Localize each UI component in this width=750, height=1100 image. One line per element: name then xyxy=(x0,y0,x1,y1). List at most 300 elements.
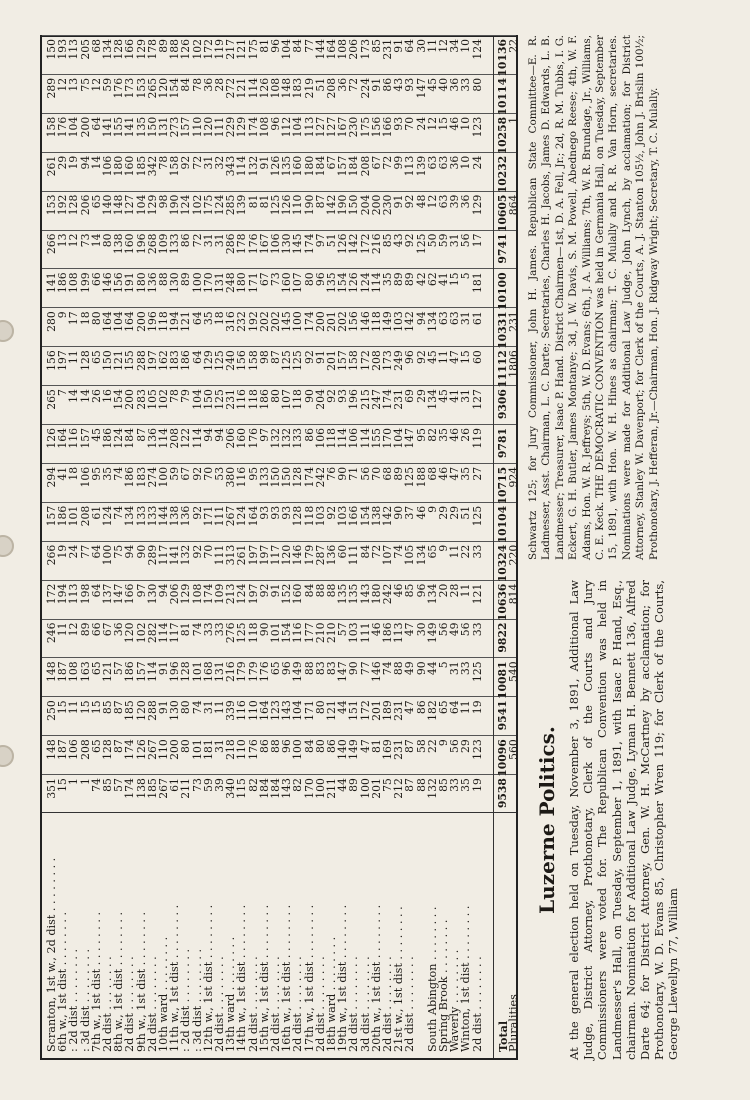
column-total: 10636 xyxy=(495,583,509,622)
vote-columns xyxy=(42,37,520,813)
vote-count: 43 xyxy=(392,77,406,92)
vote-count: 147 xyxy=(403,428,417,449)
vote-count: 116 xyxy=(235,466,249,488)
vote-count: 183 xyxy=(168,350,182,371)
vote-count: 86 xyxy=(302,428,316,442)
vote-count: 104 xyxy=(134,194,148,216)
vote-count: 95 xyxy=(246,466,260,481)
vote-count: 33 xyxy=(470,622,484,637)
vote-count: 18 xyxy=(67,466,81,481)
vote-count: 31 xyxy=(459,311,473,326)
vote-count: 1 xyxy=(67,778,81,785)
vote-count: 134 xyxy=(425,389,439,410)
vote-count: 176 xyxy=(257,661,271,683)
vote-count: 70 xyxy=(201,466,215,481)
vote-count: 126 xyxy=(336,233,350,255)
total-label: Total xyxy=(495,1020,510,1052)
vote-count: 31 xyxy=(201,233,215,248)
vote-count: 148 xyxy=(45,661,58,683)
vote-count: 186 xyxy=(179,350,193,371)
vote-count: 92 xyxy=(325,505,338,520)
vote-count: 94 xyxy=(213,428,226,442)
vote-count: 147 xyxy=(414,77,428,99)
vote-count: 46 xyxy=(414,505,428,520)
vote-count: 61 xyxy=(168,778,182,792)
vote-count: 196 xyxy=(145,311,159,332)
vote-count: 15 xyxy=(56,778,70,792)
vote-count: 11 xyxy=(67,350,81,364)
vote-count: 249 xyxy=(392,350,406,371)
vote-count: 120 xyxy=(123,622,137,644)
vote-count: 126 xyxy=(280,194,294,216)
vote-count: 240 xyxy=(224,350,238,371)
vote-count: 64 xyxy=(89,544,103,559)
vote-count: 59 xyxy=(437,233,450,248)
vote-count: 172 xyxy=(358,233,372,255)
vote-count: 71 xyxy=(347,466,361,481)
vote-count: 46 xyxy=(369,622,383,637)
vote-count: 77 xyxy=(302,39,316,53)
vote-count: 141 xyxy=(101,116,114,138)
row-label: 2d dist . . . . . . . . xyxy=(347,956,361,1052)
vote-count: 202 xyxy=(269,311,282,332)
vote-count: 140 xyxy=(101,194,114,216)
vote-count: 147 xyxy=(336,661,350,683)
vote-count: 172 xyxy=(45,583,58,605)
vote-count: 186 xyxy=(381,622,394,644)
vote-count: 101 xyxy=(67,505,81,527)
vote-count: 184 xyxy=(269,778,282,799)
vote-count: 87 xyxy=(269,350,282,364)
vote-count: 15 xyxy=(78,700,92,715)
vote-count: 151 xyxy=(347,700,361,721)
vote-count: 107 xyxy=(280,389,294,410)
vote-count: 125 xyxy=(470,505,484,527)
vote-count: 31 xyxy=(448,233,462,248)
vote-count: 74 xyxy=(381,661,394,676)
vote-count: 69 xyxy=(403,389,417,403)
vote-count: 265 xyxy=(145,77,159,99)
vote-count: 139 xyxy=(235,194,249,216)
vote-count: 123 xyxy=(269,700,282,721)
vote-count: 46 xyxy=(448,116,462,131)
vote-count: 36 xyxy=(448,77,462,92)
vote-count: 125 xyxy=(280,350,294,371)
vote-count: 53 xyxy=(213,466,226,481)
vote-count: 101 xyxy=(190,739,204,760)
vote-count: 89 xyxy=(347,778,361,792)
vote-count: 102 xyxy=(190,194,204,216)
vote-count: 74 xyxy=(392,544,406,559)
vote-count: 62 xyxy=(425,272,439,287)
vote-count: 106 xyxy=(101,155,114,177)
vote-count: 171 xyxy=(246,272,260,294)
vote-count: 63 xyxy=(437,311,450,326)
vote-count: 145 xyxy=(280,311,294,332)
vote-count: 181 xyxy=(201,739,215,760)
vote-count: 160 xyxy=(291,583,305,605)
vote-count: 11 xyxy=(459,700,473,715)
vote-count: 176 xyxy=(246,233,260,255)
vote-count: 202 xyxy=(336,311,350,332)
vote-count: 134 xyxy=(425,311,439,332)
row-label: 12th w., 1st dist . . . . . . . . xyxy=(201,904,215,1052)
vote-count: 36 xyxy=(448,155,462,170)
vote-count: 89 xyxy=(392,272,406,287)
column-plurality: 540 xyxy=(507,661,520,683)
vote-count: 144 xyxy=(157,505,170,527)
vote-count: 67 xyxy=(369,155,383,170)
vote-count: 59 xyxy=(168,466,182,481)
vote-count: 210 xyxy=(325,622,338,644)
vote-count: 133 xyxy=(134,505,148,527)
vote-column xyxy=(42,74,516,116)
vote-count: 218 xyxy=(224,739,238,760)
vote-count: 186 xyxy=(257,389,271,410)
vote-count: 15 xyxy=(437,116,450,131)
column-plurality: 924 xyxy=(507,466,520,488)
vote-count: 273 xyxy=(168,116,182,138)
vote-count: 27 xyxy=(470,466,484,481)
vote-count: 82 xyxy=(425,428,439,442)
vote-count: 130 xyxy=(145,583,159,605)
vote-column xyxy=(42,735,520,777)
vote-count: 64 xyxy=(448,700,462,715)
vote-count: 208 xyxy=(78,739,92,760)
vote-count: 158 xyxy=(45,116,58,138)
vote-count: 141 xyxy=(45,272,58,294)
vote-count: 186 xyxy=(101,428,114,449)
vote-count: 92 xyxy=(257,583,271,598)
vote-count: 110 xyxy=(291,194,305,216)
vote-count: 268 xyxy=(145,233,159,255)
vote-count: 219 xyxy=(302,77,316,99)
vote-count: 85 xyxy=(437,778,450,792)
vote-count: 86 xyxy=(381,77,394,92)
column-total: 10715 xyxy=(495,466,509,505)
vote-count: 142 xyxy=(325,194,338,216)
vote-count: 92 xyxy=(190,505,204,520)
vote-count: 201 xyxy=(325,311,338,332)
vote-count: 19 xyxy=(470,778,484,792)
column-total: 9822 xyxy=(495,622,509,653)
vote-count: 186 xyxy=(123,661,137,683)
vote-count: 20 xyxy=(437,583,450,598)
vote-count: 184 xyxy=(313,155,327,177)
vote-count: 206 xyxy=(347,39,361,60)
vote-count: 65 xyxy=(89,350,103,364)
vote-count: 97 xyxy=(257,428,271,442)
vote-count: 156 xyxy=(369,116,383,138)
vote-count: 213 xyxy=(224,583,238,605)
vote-count: 208 xyxy=(78,505,92,527)
vote-count: 122 xyxy=(179,428,193,449)
vote-count: 108 xyxy=(257,116,271,138)
vote-count: 193 xyxy=(56,39,70,60)
vote-count: 124 xyxy=(235,583,249,605)
vote-count: 91 xyxy=(269,583,282,598)
vote-count: 65 xyxy=(425,544,439,559)
vote-count: 56 xyxy=(437,622,450,637)
vote-count: 224 xyxy=(358,77,372,99)
vote-count: 242 xyxy=(381,583,394,605)
vote-count: 280 xyxy=(45,311,58,332)
vote-count: 36 xyxy=(201,77,215,92)
vote-count: 216 xyxy=(369,233,383,255)
vote-count: 316 xyxy=(224,311,238,332)
vote-count: 33 xyxy=(470,544,484,559)
vote-count: 184 xyxy=(123,428,137,449)
vote-count: 94 xyxy=(78,155,92,170)
row-label: 2d dist . . . . . . . . xyxy=(269,956,282,1052)
vote-column xyxy=(42,191,520,233)
vote-count: 45 xyxy=(425,77,439,92)
content-frame xyxy=(40,35,710,1060)
vote-count: 128 xyxy=(78,350,92,371)
vote-count: 229 xyxy=(224,116,238,138)
vote-count: 87 xyxy=(112,739,126,753)
vote-count: 63 xyxy=(437,194,450,209)
vote-column xyxy=(42,307,520,349)
vote-count: 104 xyxy=(392,428,406,449)
vote-count: 179 xyxy=(302,544,316,566)
vote-count: 59 xyxy=(101,77,114,92)
vote-count: 19 xyxy=(67,155,81,170)
vote-count: 114 xyxy=(145,661,159,683)
vote-count: 166 xyxy=(123,39,137,60)
vote-count: 80 xyxy=(269,389,282,403)
vote-column xyxy=(42,152,516,194)
vote-count: 174 xyxy=(302,233,316,255)
vote-count: 80 xyxy=(302,272,316,287)
vote-count: 129 xyxy=(201,350,215,371)
column-total: 10324 xyxy=(495,544,509,583)
vote-count: 156 xyxy=(112,272,126,294)
vote-count: 124 xyxy=(235,505,249,527)
row-label: 2d dist . . . . . . . . xyxy=(470,956,484,1052)
vote-count: 13 xyxy=(67,77,81,92)
vote-count: 80 xyxy=(89,311,103,326)
vote-count: 51 xyxy=(313,77,327,92)
vote-count: 121 xyxy=(112,350,126,371)
vote-count: 75 xyxy=(112,544,126,559)
vote-count: 174 xyxy=(201,583,215,605)
vote-count: 114 xyxy=(246,77,260,99)
vote-count: 11 xyxy=(448,544,462,559)
vote-count: 200 xyxy=(123,389,137,410)
vote-count: 94 xyxy=(414,311,428,326)
vote-count: 47 xyxy=(403,622,417,637)
vote-count: 57 xyxy=(112,778,126,792)
vote-count: 14 xyxy=(78,389,92,403)
vote-count: 128 xyxy=(179,661,193,683)
vote-count: 83 xyxy=(325,661,338,676)
vote-count: 44 xyxy=(425,661,439,676)
vote-count: 179 xyxy=(246,661,260,683)
vote-count: 113 xyxy=(67,583,81,605)
vote-count: 142 xyxy=(381,505,394,527)
vote-count: 204 xyxy=(313,389,327,410)
vote-count: 104 xyxy=(67,116,81,138)
vote-count: 138 xyxy=(369,505,383,527)
vote-count: 125 xyxy=(269,194,282,216)
row-label: 2d dist . . . . . . . . xyxy=(101,956,114,1052)
vote-count: 208 xyxy=(325,77,338,99)
vote-count: 22 xyxy=(459,544,473,559)
vote-count: 125 xyxy=(235,622,249,644)
vote-count: 194 xyxy=(168,311,182,332)
vote-count: 211 xyxy=(325,778,338,799)
vote-count: 136 xyxy=(145,272,159,294)
vote-count: 96 xyxy=(403,350,417,364)
vote-count: 125 xyxy=(213,389,226,410)
vote-count: 261 xyxy=(45,155,58,177)
vote-count: 65 xyxy=(269,661,282,676)
vote-count: 150 xyxy=(45,39,58,60)
vote-count: 127 xyxy=(123,194,137,216)
vote-count: 129 xyxy=(145,194,159,216)
pluralities-label: Pluralities xyxy=(507,994,520,1052)
vote-count: 96 xyxy=(269,39,282,53)
vote-count: 72 xyxy=(190,155,204,170)
vote-count: 313 xyxy=(224,544,238,566)
vote-count: 118 xyxy=(246,622,260,644)
vote-count: 46 xyxy=(392,583,406,598)
column-total: 9781 xyxy=(495,428,509,459)
vote-count: 85 xyxy=(381,233,394,248)
vote-count: 113 xyxy=(403,155,417,177)
vote-count: 31 xyxy=(459,389,473,403)
vote-count: 130 xyxy=(280,233,294,255)
vote-count: 155 xyxy=(123,350,137,371)
vote-column xyxy=(42,35,520,77)
vote-count: 35 xyxy=(101,466,114,481)
vote-count: 61 xyxy=(470,311,484,326)
vote-count: 114 xyxy=(190,428,204,449)
vote-count: 93 xyxy=(269,505,282,520)
vote-count: 208 xyxy=(168,428,182,449)
vote-count: 178 xyxy=(235,233,249,255)
vote-count: 272 xyxy=(224,77,238,99)
vote-count: 92 xyxy=(190,466,204,481)
vote-count: 134 xyxy=(414,544,428,566)
vote-count: 174 xyxy=(302,466,316,488)
vote-column xyxy=(42,580,520,622)
vote-count: 123 xyxy=(470,116,484,138)
row-label: 2d dist . . . . . . . . xyxy=(403,956,417,1052)
vote-count: 178 xyxy=(145,39,159,60)
vote-count: 143 xyxy=(280,778,294,799)
column-plurality: 814 xyxy=(507,583,520,605)
vote-count: 19 xyxy=(470,700,484,715)
vote-count: 186 xyxy=(56,272,70,294)
vote-count: 174 xyxy=(381,389,394,410)
vote-count: 47 xyxy=(403,700,417,715)
column-plurality: 560 xyxy=(507,739,520,760)
vote-count: 136 xyxy=(145,428,159,449)
vote-count: 175 xyxy=(201,194,215,216)
vote-count: 22 xyxy=(425,739,439,753)
vote-count: 68 xyxy=(381,466,394,481)
vote-count: 24 xyxy=(414,116,428,131)
vote-count: 120 xyxy=(280,544,294,566)
vote-count: 180 xyxy=(302,155,316,177)
vote-count: 114 xyxy=(157,428,170,449)
vote-count: 109 xyxy=(213,583,226,605)
vote-count: 124 xyxy=(470,39,484,60)
vote-count: 282 xyxy=(145,622,159,644)
vote-count: 92 xyxy=(190,544,204,559)
vote-count: 81 xyxy=(369,739,383,753)
vote-count: 135 xyxy=(134,116,148,138)
vote-count: 15 xyxy=(56,700,70,715)
vote-count: 190 xyxy=(302,194,316,216)
vote-count: 163 xyxy=(78,661,92,683)
vote-count: 65 xyxy=(89,739,103,753)
vote-count: 72 xyxy=(190,233,204,248)
vote-count: 111 xyxy=(213,116,226,138)
row-label: 3d dist . . . . . . . . xyxy=(358,956,372,1052)
vote-count: 124 xyxy=(358,272,372,294)
vote-count: 88 xyxy=(302,661,316,676)
vote-count: 156 xyxy=(45,350,58,371)
vote-count: 74 xyxy=(190,622,204,637)
vote-count: 35 xyxy=(459,466,473,481)
vote-column xyxy=(42,230,516,269)
vote-count: 154 xyxy=(336,272,350,294)
vote-count: 186 xyxy=(123,466,137,488)
vote-count: 242 xyxy=(313,466,327,488)
vote-count: 132 xyxy=(246,155,260,177)
vote-count: 64 xyxy=(190,311,204,326)
vote-count: 127 xyxy=(313,116,327,138)
vote-count: 110 xyxy=(190,116,204,138)
column-plurality: 22 xyxy=(507,39,520,53)
vote-count: 94 xyxy=(157,583,170,598)
vote-count: 185 xyxy=(134,155,148,177)
vote-count: 73 xyxy=(269,272,282,287)
vote-count: 200 xyxy=(78,116,92,138)
vote-count: 131 xyxy=(213,661,226,683)
column-total: 10096 xyxy=(495,739,509,777)
vote-count: 121 xyxy=(235,77,249,99)
vote-count: 91 xyxy=(369,77,383,92)
vote-count: 41 xyxy=(56,466,70,481)
vote-count: 9 xyxy=(56,311,70,319)
vote-count: 97 xyxy=(313,233,327,248)
row-label: 7th w., 1st dist . . . . . . . . xyxy=(89,911,103,1052)
row-label: 10th ward . . . . . . . . xyxy=(157,936,170,1052)
vote-count: 94 xyxy=(123,544,137,559)
vote-count: 31 xyxy=(213,233,226,248)
vote-count: 93 xyxy=(257,505,271,520)
vote-count: 184 xyxy=(257,778,271,799)
vote-count: 47 xyxy=(358,739,372,753)
vote-count: 12 xyxy=(89,77,103,92)
vote-count: 9 xyxy=(437,739,450,747)
vote-count: 231 xyxy=(392,389,406,410)
vote-count: 124 xyxy=(101,505,114,527)
vote-count: 5 xyxy=(459,272,473,280)
vote-count: 128 xyxy=(112,39,126,60)
vote-count: 274 xyxy=(145,466,159,488)
vote-count: 51 xyxy=(459,505,473,520)
vote-count: 88 xyxy=(392,661,406,676)
vote-count: 176 xyxy=(246,739,260,760)
vote-count: 43 xyxy=(392,233,406,248)
column-total: 10100 xyxy=(495,272,509,310)
vote-count: 102 xyxy=(190,39,204,60)
